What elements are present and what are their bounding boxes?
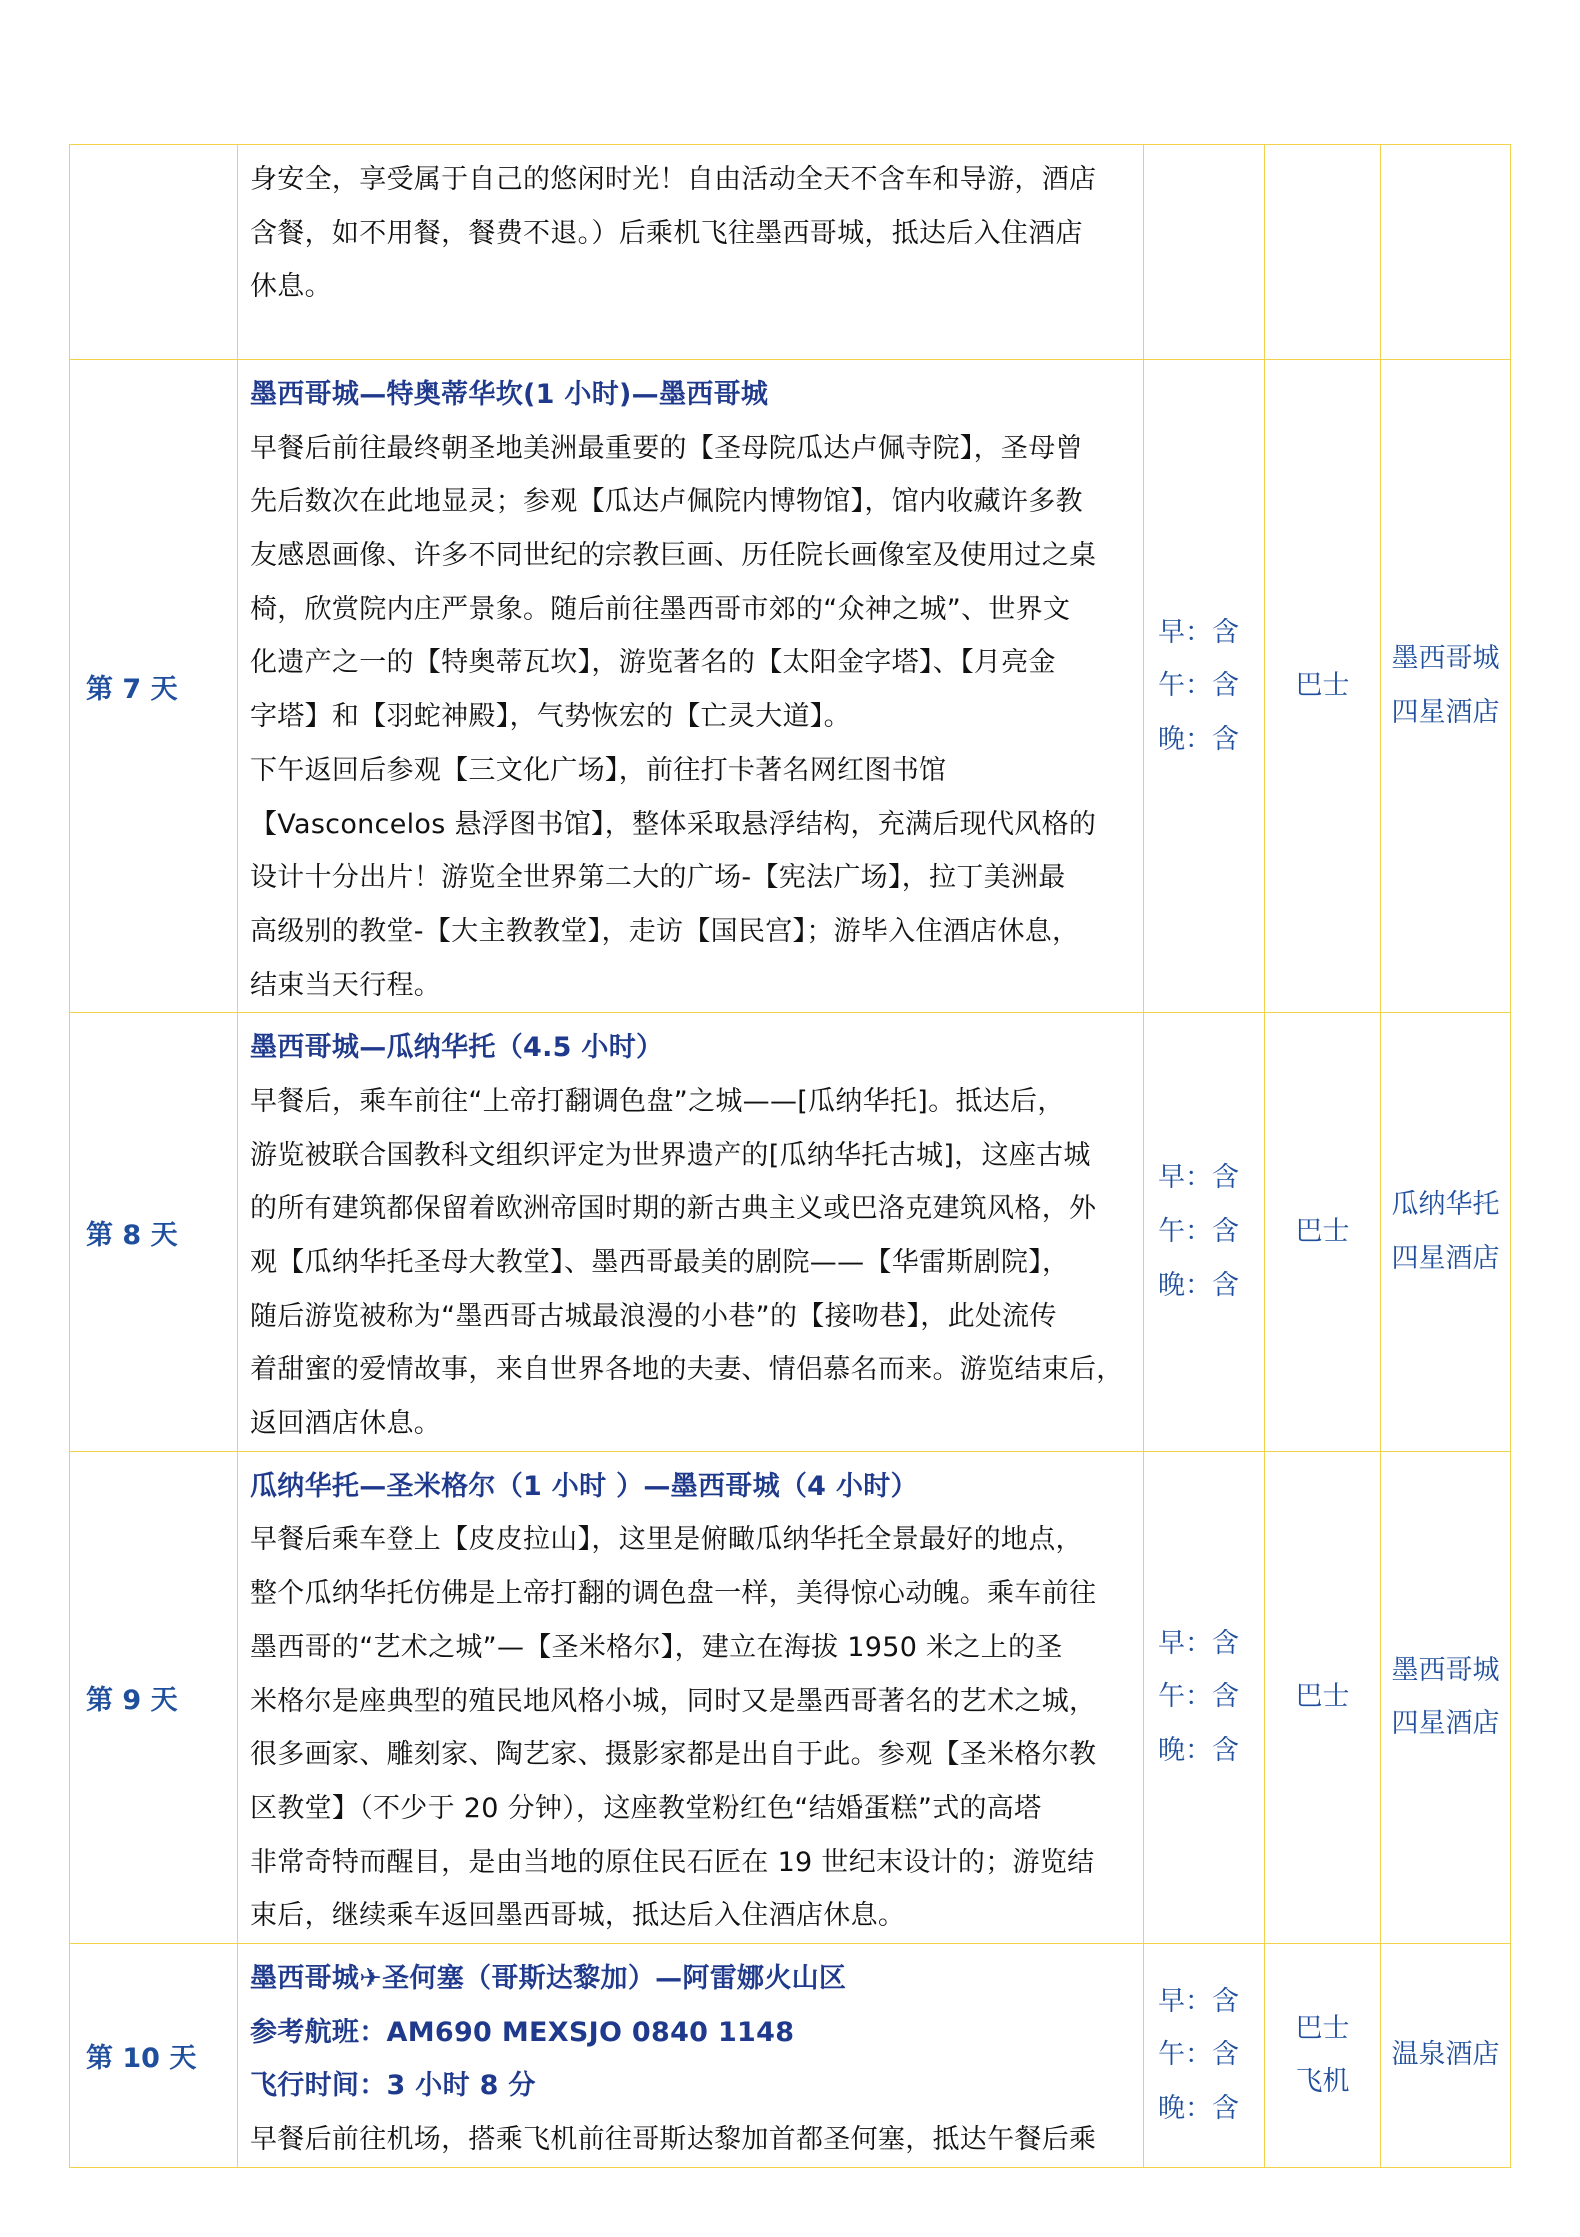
description-line: 先后数次在此地显灵；参观【瓜达卢佩院内博物馆】，馆内收藏许多教 (250, 486, 1083, 518)
description-cell (238, 1013, 1144, 1452)
meal-item: 午：含 (1158, 2039, 1239, 2071)
description-line: 下午返回后参观【三文化广场】，前往打卡著名网红图书馆 (250, 754, 947, 786)
description-line: 着甜蜜的爱情故事，来自世界各地的夫妻、情侣慕名而来。游览结束后， (250, 1354, 1124, 1386)
description-line: 字塔】和【羽蛇神殿】，气势恢宏的【亡灵大道】。 (250, 701, 851, 733)
description-cell (238, 1943, 1144, 2167)
transport-item: 飞机 (1295, 2066, 1350, 2098)
day-cell: 第 9 天 (70, 1451, 238, 1943)
transport-cell (1265, 1451, 1381, 1943)
hotel-cell (1381, 1013, 1511, 1452)
meal-item: 早：含 (1158, 1627, 1239, 1659)
day-cell: 第 10 天 (70, 1943, 238, 2167)
description-line: 米格尔是座典型的殖民地风格小城，同时又是墨西哥著名的艺术之城， (250, 1685, 1097, 1717)
hotel-item: 温泉酒店 (1391, 2039, 1500, 2071)
transport-item: 巴士 (1295, 670, 1350, 702)
description-line: 设计十分出片！游览全世界第二大的广场-【宪法广场】，拉丁美洲最 (250, 862, 1066, 894)
day-cell: 第 8 天 (70, 1013, 238, 1452)
description-cell (238, 360, 1144, 1013)
meal-item: 早：含 (1158, 616, 1239, 648)
description-line: 区教堂】（不少于 20 分钟），这座教堂粉红色“结婚蛋糕”式的高塔 (250, 1792, 1042, 1824)
description-line: 非常奇特而醒目，是由当地的原住民石匠在 19 世纪末设计的；游览结 (250, 1846, 1095, 1878)
meals-cell (1144, 1013, 1265, 1452)
transport-item: 巴士 (1295, 2012, 1350, 2044)
description-line: 早餐后前往机场，搭乘飞机前往哥斯达黎加首都圣何塞，抵达午餐后乘 (250, 2124, 1097, 2155)
meal-item: 晚：含 (1158, 1269, 1239, 1301)
description-line: 椅，欣赏院内庄严景象。随后前往墨西哥市郊的“众神之城”、世界文 (250, 593, 1071, 625)
description-line: 随后游览被称为“墨西哥古城最浪漫的小巷”的【接吻巷】，此处流传 (250, 1300, 1057, 1332)
hotel-item: 瓜纳华托 (1391, 1189, 1500, 1221)
meals-cell (1144, 145, 1265, 360)
itinerary-table (69, 144, 1511, 2168)
meal-item: 晚：含 (1158, 1735, 1239, 1767)
meal-item: 晚：含 (1158, 723, 1239, 755)
meals-cell (1144, 1943, 1265, 2167)
meals-cell (1144, 1451, 1265, 1943)
route-heading: 墨西哥城—特奥蒂华坎(1 小时)—墨西哥城 (250, 379, 769, 410)
description-line: 的所有建筑都保留着欧洲帝国时期的新古典主义或巴洛克建筑风格，外 (250, 1193, 1097, 1225)
description-line: 游览被联合国教科文组织评定为世界遗产的[瓜纳华托古城]，这座古城 (250, 1139, 1091, 1171)
hotel-cell (1381, 1451, 1511, 1943)
itinerary-row (70, 145, 1511, 360)
hotel-item: 四星酒店 (1391, 1708, 1500, 1740)
description-line: 很多画家、雕刻家、陶艺家、摄影家都是出自于此。参观【圣米格尔教 (250, 1739, 1097, 1771)
meal-item: 晚：含 (1158, 2093, 1239, 2125)
meal-item: 早：含 (1158, 1985, 1239, 2017)
transport-cell (1265, 145, 1381, 360)
hotel-cell (1381, 360, 1511, 1013)
description-line: 化遗产之一的【特奥蒂瓦坎】，游览著名的【太阳金字塔】、【月亮金 (250, 647, 1056, 679)
transport-cell (1265, 1013, 1381, 1452)
meal-item: 午：含 (1158, 670, 1239, 702)
description-line: 结束当天行程。 (250, 969, 442, 1001)
day-cell (70, 145, 238, 360)
description-line: 早餐后前往最终朝圣地美洲最重要的【圣母院瓜达卢佩寺院】，圣母曾 (250, 432, 1083, 464)
hotel-item: 墨西哥城 (1391, 643, 1500, 675)
hotel-cell (1381, 1943, 1511, 2167)
description-cell (238, 145, 1144, 360)
description-line: 高级别的教堂-【大主教教堂】，走访【国民宫】；游毕入住酒店休息， (250, 915, 1080, 947)
meal-item: 早：含 (1158, 1162, 1239, 1194)
hotel-item: 墨西哥城 (1391, 1654, 1500, 1686)
route-heading: 飞行时间：3 小时 8 分 (250, 2070, 536, 2102)
hotel-item: 四星酒店 (1391, 697, 1500, 729)
route-heading: 参考航班：AM690 MEXSJO 0840 1148 (250, 2016, 795, 2048)
day-cell: 第 7 天 (70, 360, 238, 1013)
hotel-item: 四星酒店 (1391, 1243, 1500, 1274)
route-heading: 瓜纳华托—圣米格尔（1 小时 ）—墨西哥城（4 小时） (250, 1470, 918, 1502)
itinerary-row (70, 1451, 1511, 1943)
transport-cell (1265, 360, 1381, 1013)
description-line: 观【瓜纳华托圣母大教堂】、墨西哥最美的剧院——【华雷斯剧院】， (250, 1247, 1070, 1278)
itinerary-row (70, 1943, 1511, 2167)
description-line: 【Vasconcelos 悬浮图书馆】，整体采取悬浮结构，充满后现代风格的 (250, 808, 1097, 840)
description-line: 墨西哥的“艺术之城”—【圣米格尔】，建立在海拔 1950 米之上的圣 (250, 1631, 1063, 1663)
meal-item: 午：含 (1158, 1216, 1239, 1248)
description-line: 早餐后乘车登上【皮皮拉山】，这里是俯瞰瓜纳华托全景最好的地点， (250, 1524, 1083, 1556)
transport-item: 巴士 (1295, 1681, 1350, 1713)
meals-cell (1144, 360, 1265, 1013)
description-line: 整个瓜纳华托仿佛是上帝打翻的调色盘一样，美得惊心动魄。乘车前往 (250, 1578, 1097, 1610)
description-line: 早餐后，乘车前往“上帝打翻调色盘”之城——[瓜纳华托]。抵达后， (250, 1085, 1065, 1117)
itinerary-row (70, 360, 1511, 1013)
route-heading: 墨西哥城—瓜纳华托（4.5 小时） (250, 1032, 664, 1064)
hotel-cell (1381, 145, 1511, 360)
itinerary-row (70, 1013, 1511, 1452)
meal-item: 午：含 (1158, 1681, 1239, 1713)
route-heading: 墨西哥城✈圣何塞（哥斯达黎加）—阿雷娜火山区 (250, 1962, 847, 1994)
description-line: 休息。 (250, 271, 332, 303)
description-line: 身安全，享受属于自己的悠闲时光！自由活动全天不含车和导游，酒店 (250, 164, 1097, 195)
transport-cell (1265, 1943, 1381, 2167)
description-line: 友感恩画像、许多不同世纪的宗教巨画、历任院长画像室及使用过之桌 (250, 540, 1097, 572)
description-line: 返回酒店休息。 (250, 1408, 442, 1440)
description-cell (238, 1451, 1144, 1943)
description-line: 束后，继续乘车返回墨西哥城，抵达后入住酒店休息。 (250, 1900, 906, 1932)
transport-item: 巴士 (1295, 1216, 1350, 1248)
description-line: 含餐，如不用餐，餐费不退。）后乘机飞往墨西哥城，抵达后入住酒店 (250, 217, 1083, 249)
